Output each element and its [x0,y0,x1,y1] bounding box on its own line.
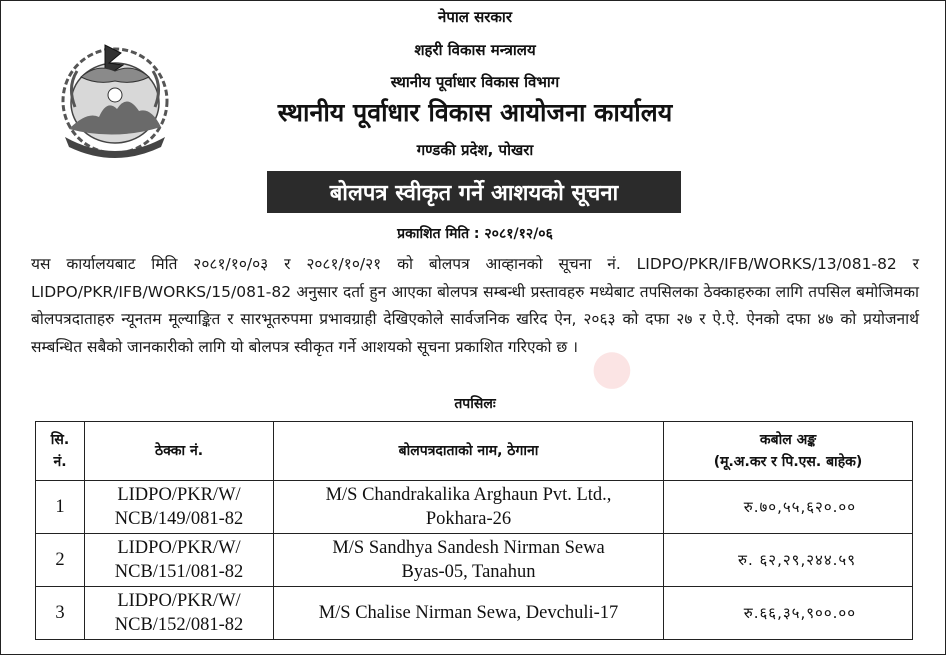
contract-cell: LIDPO/PKR/W/ NCB/152/081-82 [85,587,274,640]
sn-header: सि. नं. [36,422,85,481]
bidder-header: बोलपत्रदाताको नाम, ठेगाना [274,422,664,481]
amount-cell: रु.७०,५५,६२०.०० [664,481,913,534]
government-label: नेपाल सरकार [438,8,512,26]
bidder-cell: M/S Chalise Nirman Sewa, Devchuli-17 [274,587,664,640]
table-row [36,481,913,534]
notice-body [31,251,919,361]
sn-cell: 2 [36,534,85,587]
award-table [35,421,913,640]
details-label: तपसिलः [454,396,496,412]
amount-cell: रु. ६२,२९,२४४.५९ [664,534,913,587]
table-row [36,534,913,587]
watermark: ● [591,339,633,395]
bidder-cell: M/S Sandhya Sandesh Nirman Sewa Byas-05, Tanahun [274,534,664,587]
notice-title: बोलपत्र स्वीकृत गर्ने आशयको सूचना [267,171,681,213]
amount-cell: रु.६६,३५,९००.०० [664,587,913,640]
amount-header: कबोल अङ्क (मू.अ.कर र पि.एस. बाहेक) [664,422,913,481]
office-location: गण्डकी प्रदेश, पोखरा [416,141,534,159]
sn-cell: 3 [36,587,85,640]
ministry-label: शहरी विकास मन्त्रालय [414,41,536,59]
published-date: प्रकाशित मिति : २०८१/१२/०६ [397,226,553,242]
table-row [36,587,913,640]
office-title: स्थानीय पूर्वाधार विकास आयोजना कार्यालय [277,98,673,127]
bidder-cell: M/S Chandrakalika Arghaun Pvt. Ltd., Pokhara-26 [274,481,664,534]
notice-paragraph: यस कार्यालयबाट मिति २०८१/१०/०३ र २०८१/१०/२१ को बोलपत्र आव्हानको सूचना नं. LIDPO/PKR/IFB/WORKS/13/081-82 र LIDPO/PKR/IFB/WORKS/15/081-82 अनुसार दर्ता हुन आएका बोलपत्र सम्बन्धी प्रस्तावहरु मध्येबाट तपसिलका ठेक्काहरुका लागि तपसिल बमोजिमका बोलपत्रदाताहरु न्यूनतम मूल्याङ्कित र सारभूतरुपमा प्रभावग्राही देखिएकोले सार्वजनिक खरिद ऐन, २०६३ को दफा २७ र ऐ.ऐ. ऐनको दफा ४७ को प्रयोजनार्थ सम्बन्धित सबैको जानकारीको लागि यो बोलपत्र स्वीकृत गर्ने आशयको सूचना प्रकाशित गरिएको छ । [31,255,919,356]
contract-cell: LIDPO/PKR/W/ NCB/151/081-82 [85,534,274,587]
contract-cell: LIDPO/PKR/W/ NCB/149/081-82 [85,481,274,534]
department-label: स्थानीय पूर्वाधार विकास विभाग [390,73,560,91]
contract-header: ठेक्का नं. [85,422,274,481]
sn-cell: 1 [36,481,85,534]
table-header-row [36,422,913,481]
